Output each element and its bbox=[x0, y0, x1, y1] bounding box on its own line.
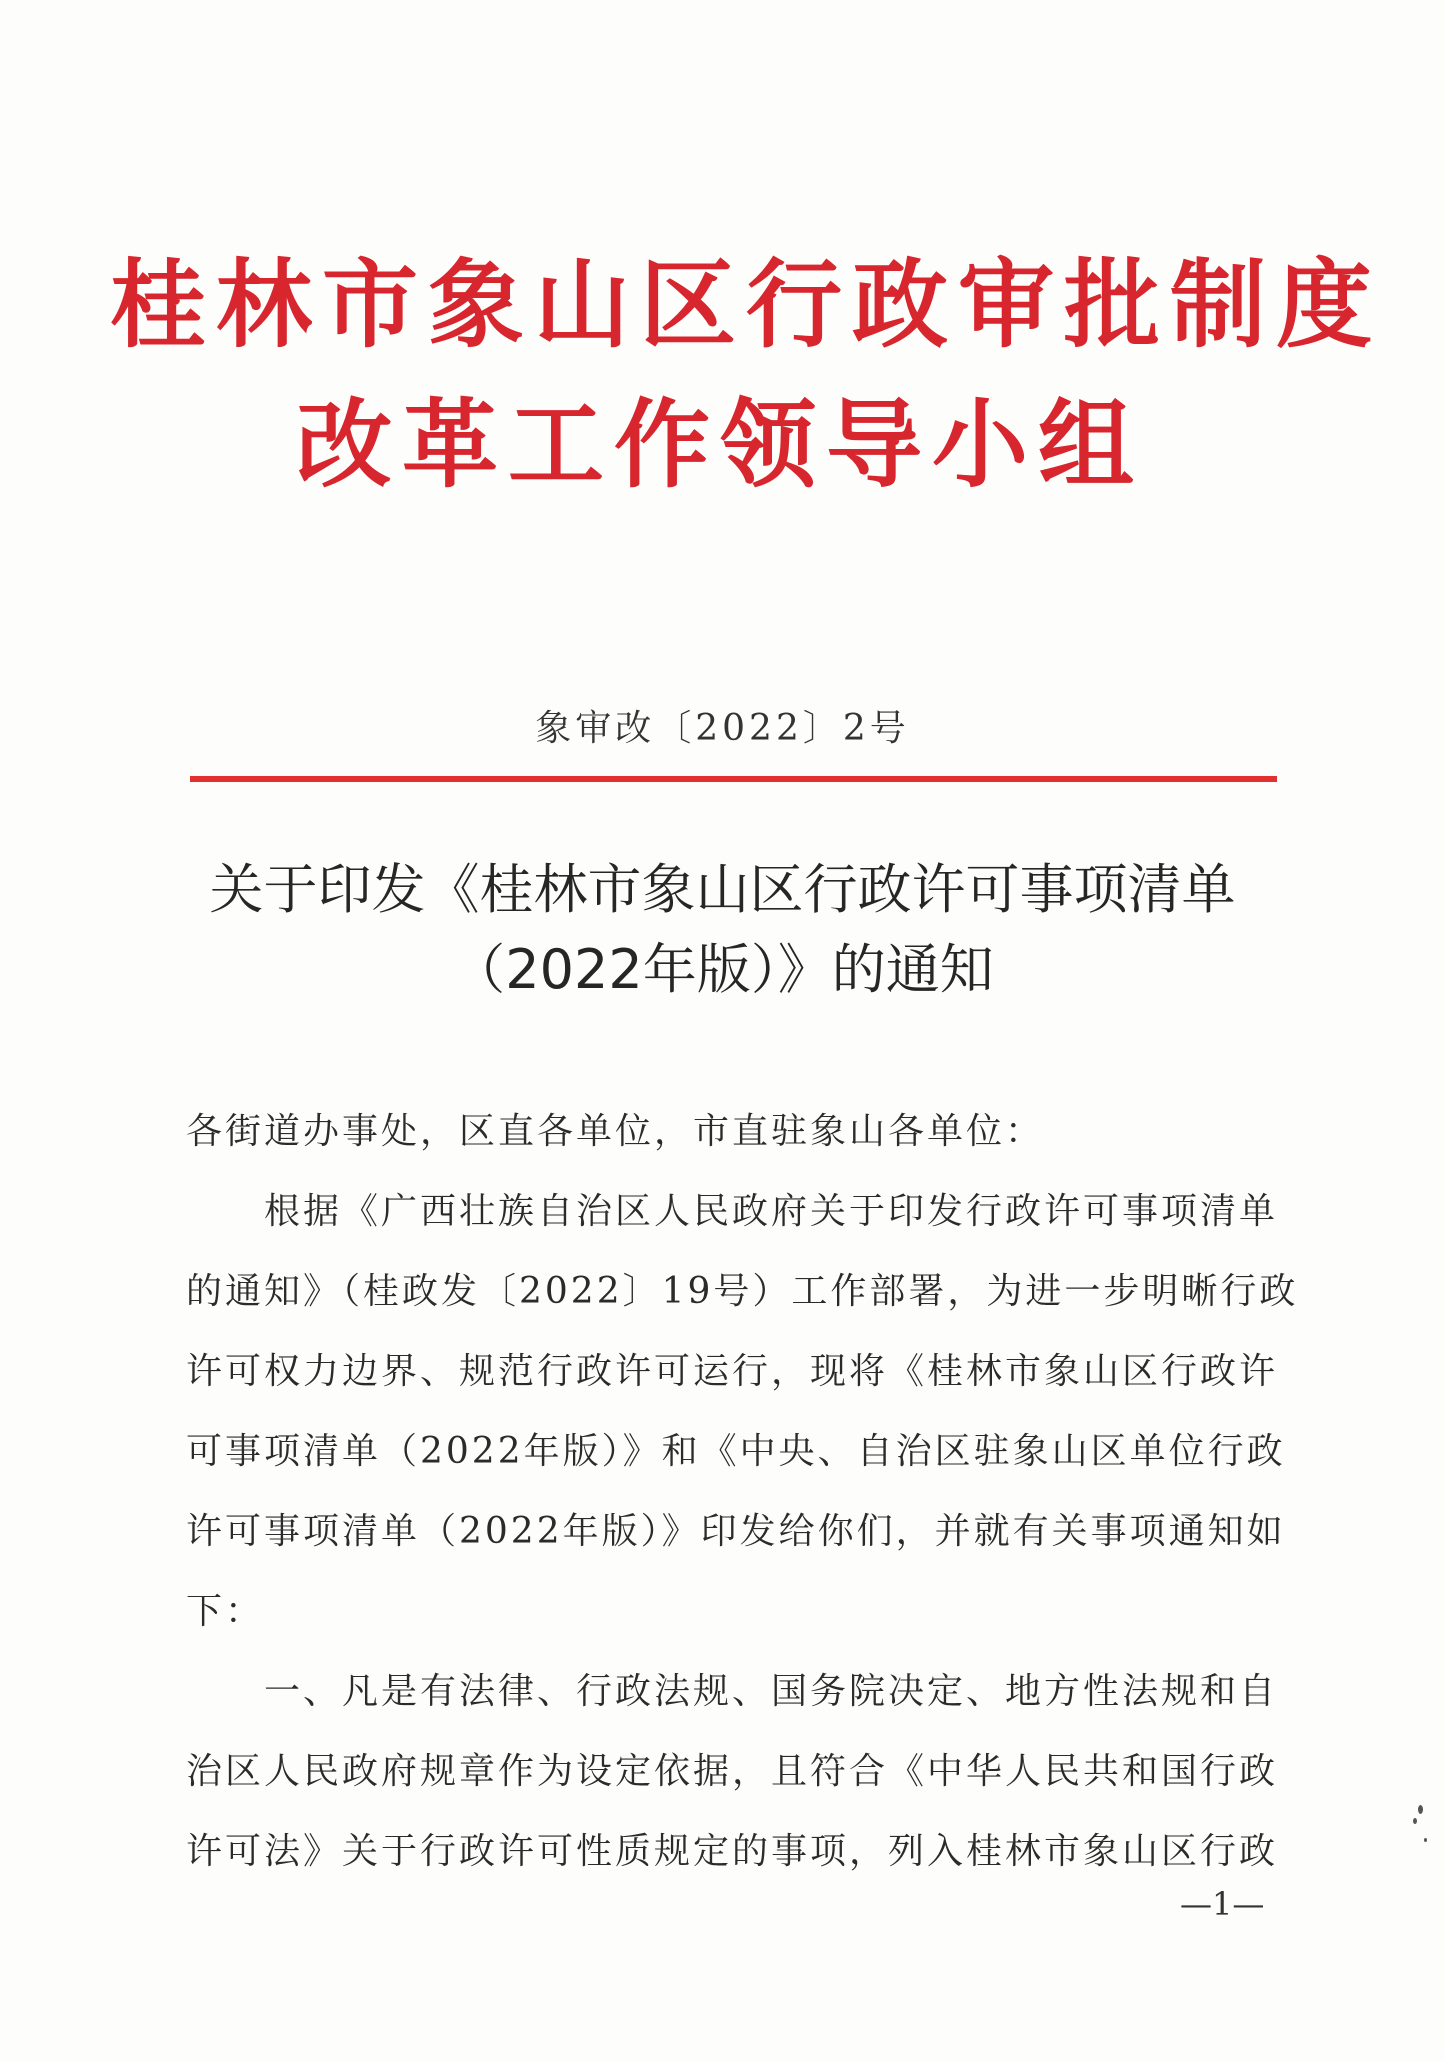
document-number: 象审改〔2022〕2号 bbox=[535, 708, 910, 749]
body-line: 下： bbox=[186, 1591, 265, 1632]
page-number: —1— bbox=[1180, 1885, 1265, 1923]
body-line: 一、凡是有法律、行政法规、国务院决定、地方性法规和自 bbox=[186, 1671, 1279, 1712]
body-line: 的通知》（桂政发〔2022〕19号）工作部署，为进一步明晰行政 bbox=[186, 1271, 1299, 1312]
body-line: 治区人民政府规章作为设定依据，且符合《中华人民共和国行政 bbox=[186, 1751, 1279, 1792]
issuer-name-line-1: 桂林市象山区行政审批制度 bbox=[110, 249, 1382, 361]
body-line: 可事项清单（2022年版）》和《中央、自治区驻象山区单位行政 bbox=[186, 1431, 1286, 1472]
issuer-name-line-2: 改革工作领导小组 bbox=[296, 389, 1144, 501]
scan-speckle bbox=[1413, 1818, 1417, 1824]
scan-speckle bbox=[1424, 1838, 1427, 1842]
salutation: 各街道办事处，区直各单位，市直驻象山各单位： bbox=[186, 1111, 1045, 1152]
document-title-line-2: （2022年版）》的通知 bbox=[451, 938, 994, 1001]
body-line: 许可权力边界、规范行政许可运行，现将《桂林市象山区行政许 bbox=[186, 1351, 1279, 1392]
body-line: 根据《广西壮族自治区人民政府关于印发行政许可事项清单 bbox=[186, 1191, 1279, 1232]
body-line: 许可法》关于行政许可性质规定的事项，列入桂林市象山区行政 bbox=[186, 1831, 1279, 1872]
body-line: 许可事项清单（2022年版）》印发给你们，并就有关事项通知如 bbox=[186, 1511, 1286, 1552]
red-divider-line bbox=[190, 776, 1277, 782]
document-title-line-1: 关于印发《桂林市象山区行政许可事项清单 bbox=[209, 858, 1236, 921]
scan-speckle bbox=[1418, 1805, 1423, 1814]
